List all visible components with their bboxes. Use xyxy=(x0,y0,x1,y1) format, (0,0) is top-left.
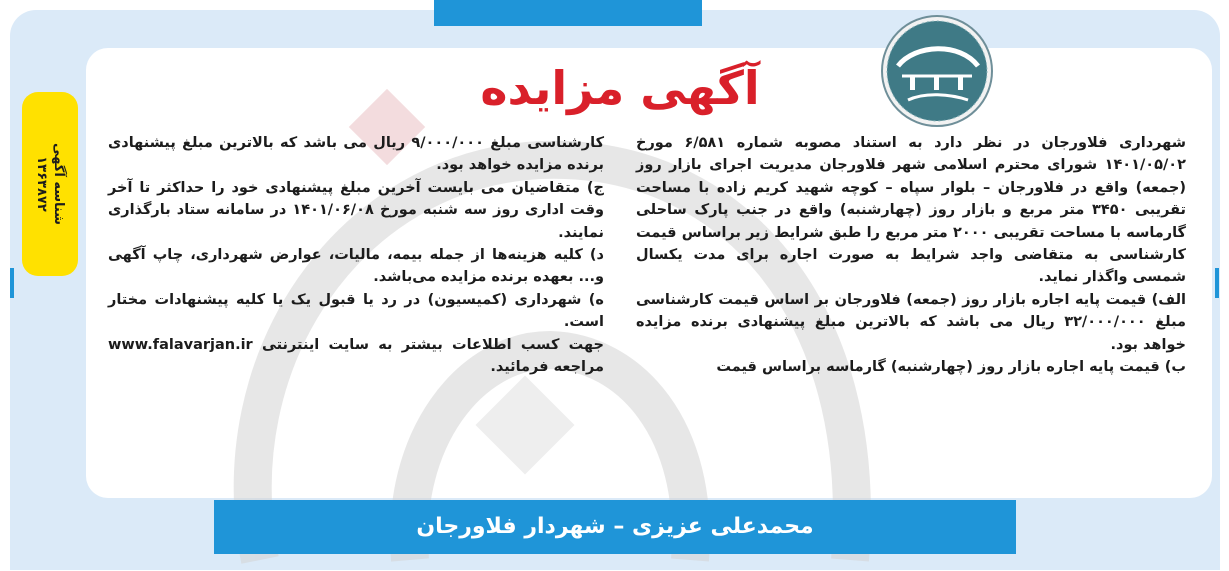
website-suffix: مراجعه فرمائید. xyxy=(490,359,604,376)
ad-id-label: شناسه آگهی xyxy=(51,143,66,225)
website-prefix: جهت کسب اطلاعات بیشتر به سایت اینترنتی xyxy=(261,336,604,353)
right-edge-marker xyxy=(1215,268,1219,298)
clause-jim: ج) متقاضیان می بایست آخرین مبلغ پیشنهادی خود را حداکثر تا آخر وقت اداری روز سه شنبه مورخ ۱۴۰۱/۰۶/۰۸ در سامانه ستاد بارگذاری نمایند. xyxy=(108,179,604,241)
clause-be: ب) قیمت پایه اجاره بازار روز (چهارشنبه) گارماسه براساس قیمت xyxy=(716,359,1186,376)
ad-id-text xyxy=(33,143,67,225)
top-tab-accent xyxy=(434,0,702,26)
body-left-column xyxy=(108,132,604,378)
footer-bar xyxy=(214,500,1016,554)
website-info xyxy=(108,334,604,379)
body-right-column xyxy=(636,132,1186,378)
ad-title: آگهی مزایده xyxy=(480,61,760,115)
clause-alef: الف) قیمت پایه اجاره بازار روز (جمعه) فلاورجان بر اساس قیمت کارشناسی مبلغ ۳۲/۰۰۰/۰۰۰ ریال می باشد که بالاترین مبلغ پیشنهادی برنده مزایده خواهد بود. xyxy=(636,291,1186,353)
intro-paragraph: شهرداری فلاورجان در نظر دارد به استناد مصوبه شماره ۶/۵۸۱ مورخ ۱۴۰۱/۰۵/۰۲ شورای محترم اسلامی شهر فلاورجان مدیریت اجرای بازار روز (جمعه) واقع در فلاورجان – بلوار سپاه – کوچه شهید کریم زاده با مساحت تقریبی ۳۴۵۰ متر مربع و بازار روز (چهارشنبه) واقع در جنب پارک ساحلی گارماسه با مساحت تقریبی ۲۰۰۰ متر مربع را طبق شرایط زیر براساس قیمت کارشناسی به متقاضی واجد شرایط به صورت اجاره برای مدت یکسال شمسی واگذار نماید. xyxy=(636,135,1186,286)
municipality-seal-logo xyxy=(880,14,994,128)
left-edge-marker xyxy=(10,268,14,298)
footer-signature: محمدعلی عزیزی – شهردار فلاورجان xyxy=(416,514,814,539)
ad-id-badge xyxy=(22,92,78,276)
clause-he: ه) شهرداری (کمیسیون) در رد یا قبول یک یا کلیه پیشنهادات مختار است. xyxy=(108,291,604,331)
clause-be-continued: کارشناسی مبلغ ۹/۰۰۰/۰۰۰ ریال می باشد که بالاترین مبلغ پیشنهادی برنده مزایده خواهد بود. xyxy=(108,135,605,174)
website-link[interactable]: www.falavarjan.ir xyxy=(108,336,253,353)
clause-dal: د) کلیه هزینه‌ها از جمله بیمه، مالیات، عوارض شهرداری، چاپ آگهی و... بعهده برنده مزایده می‌باشد. xyxy=(108,247,604,286)
ad-id-number: ۱۳۶۳۸۷۲ xyxy=(34,156,49,212)
